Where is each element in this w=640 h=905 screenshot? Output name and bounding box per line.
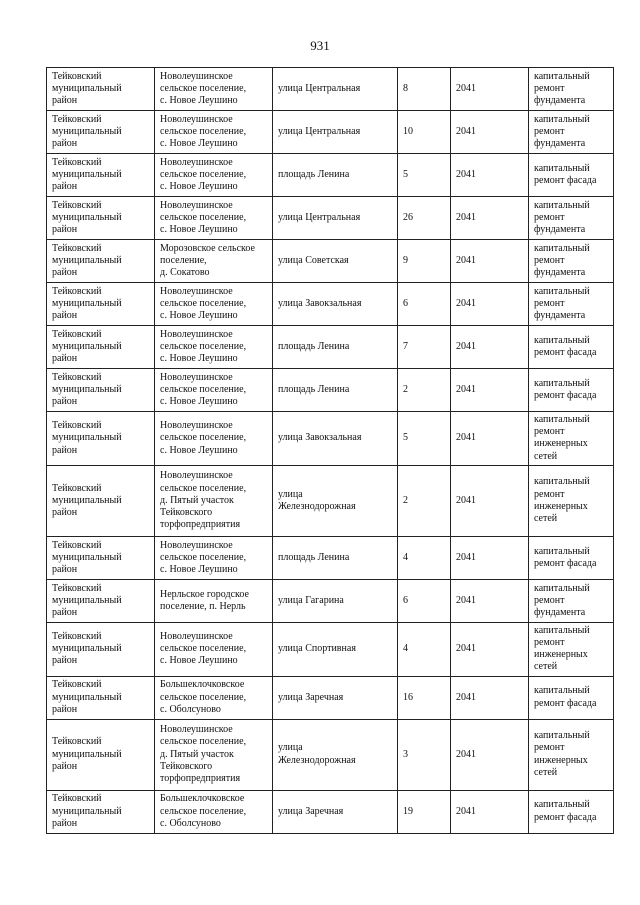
settlement-cell: Новолеушинское сельское поселение, д. Пятый участок Тейковского торфопредприятия [155, 465, 273, 536]
work-type-cell: капитальный ремонт фасада [529, 326, 614, 369]
table-row [47, 676, 614, 719]
table-row [47, 465, 614, 536]
settlement-cell: Морозовское сельское поселение, д. Сокатово [155, 240, 273, 283]
work-type-cell: капитальный ремонт фундамента [529, 240, 614, 283]
settlement-cell: Новолеушинское сельское поселение, с. Новое Леушино [155, 111, 273, 154]
table-body [47, 68, 614, 834]
district-cell: Тейковский муниципальный район [47, 240, 155, 283]
street-cell: улица Завокзальная [273, 412, 398, 466]
year-cell: 2041 [451, 240, 529, 283]
work-type-cell: капитальный ремонт инженерных сетей [529, 465, 614, 536]
street-cell: площадь Ленина [273, 369, 398, 412]
settlement-cell: Новолеушинское сельское поселение, с. Новое Леушино [155, 197, 273, 240]
house-number-cell: 5 [398, 412, 451, 466]
district-cell: Тейковский муниципальный район [47, 622, 155, 676]
work-type-cell: капитальный ремонт фасада [529, 369, 614, 412]
year-cell: 2041 [451, 536, 529, 579]
settlement-cell: Новолеушинское сельское поселение, с. Новое Леушино [155, 68, 273, 111]
settlement-cell: Новолеушинское сельское поселение, с. Новое Леушино [155, 154, 273, 197]
table-row [47, 579, 614, 622]
year-cell: 2041 [451, 111, 529, 154]
year-cell: 2041 [451, 622, 529, 676]
year-cell: 2041 [451, 579, 529, 622]
year-cell: 2041 [451, 412, 529, 466]
house-number-cell: 26 [398, 197, 451, 240]
district-cell: Тейковский муниципальный район [47, 536, 155, 579]
house-number-cell: 7 [398, 326, 451, 369]
repair-schedule-table [46, 67, 614, 834]
work-type-cell: капитальный ремонт фасада [529, 536, 614, 579]
street-cell: площадь Ленина [273, 154, 398, 197]
work-type-cell: капитальный ремонт фасада [529, 154, 614, 197]
house-number-cell: 2 [398, 465, 451, 536]
street-cell: улица Центральная [273, 197, 398, 240]
street-cell: улица Советская [273, 240, 398, 283]
district-cell: Тейковский муниципальный район [47, 111, 155, 154]
house-number-cell: 8 [398, 68, 451, 111]
house-number-cell: 9 [398, 240, 451, 283]
table-row [47, 719, 614, 790]
street-cell: улица Заречная [273, 790, 398, 833]
street-cell: улица Железнодорожная [273, 465, 398, 536]
work-type-cell: капитальный ремонт фасада [529, 676, 614, 719]
settlement-cell: Нерльское городское поселение, п. Нерль [155, 579, 273, 622]
work-type-cell: капитальный ремонт фундамента [529, 283, 614, 326]
street-cell: улица Завокзальная [273, 283, 398, 326]
house-number-cell: 5 [398, 154, 451, 197]
work-type-cell: капитальный ремонт инженерных сетей [529, 412, 614, 466]
street-cell: улица Центральная [273, 68, 398, 111]
district-cell: Тейковский муниципальный район [47, 68, 155, 111]
table-row [47, 154, 614, 197]
year-cell: 2041 [451, 68, 529, 111]
street-cell: улица Гагарина [273, 579, 398, 622]
street-cell: площадь Ленина [273, 536, 398, 579]
district-cell: Тейковский муниципальный район [47, 412, 155, 466]
table-row [47, 326, 614, 369]
district-cell: Тейковский муниципальный район [47, 465, 155, 536]
house-number-cell: 6 [398, 283, 451, 326]
settlement-cell: Новолеушинское сельское поселение, д. Пятый участок Тейковского торфопредприятия [155, 719, 273, 790]
house-number-cell: 10 [398, 111, 451, 154]
settlement-cell: Новолеушинское сельское поселение, с. Новое Леушино [155, 536, 273, 579]
year-cell: 2041 [451, 676, 529, 719]
page-number: 931 [310, 38, 330, 53]
settlement-cell: Новолеушинское сельское поселение, с. Новое Леушино [155, 622, 273, 676]
district-cell: Тейковский муниципальный район [47, 719, 155, 790]
year-cell: 2041 [451, 154, 529, 197]
work-type-cell: капитальный ремонт инженерных сетей [529, 719, 614, 790]
street-cell: площадь Ленина [273, 326, 398, 369]
year-cell: 2041 [451, 369, 529, 412]
year-cell: 2041 [451, 283, 529, 326]
settlement-cell: Новолеушинское сельское поселение, с. Новое Леушино [155, 326, 273, 369]
table-row [47, 240, 614, 283]
house-number-cell: 19 [398, 790, 451, 833]
work-type-cell: капитальный ремонт фасада [529, 790, 614, 833]
settlement-cell: Новолеушинское сельское поселение, с. Новое Леушино [155, 283, 273, 326]
year-cell: 2041 [451, 197, 529, 240]
district-cell: Тейковский муниципальный район [47, 790, 155, 833]
house-number-cell: 6 [398, 579, 451, 622]
table-row [47, 197, 614, 240]
settlement-cell: Большеклочковское сельское поселение, с. Оболсуново [155, 790, 273, 833]
year-cell: 2041 [451, 465, 529, 536]
district-cell: Тейковский муниципальный район [47, 154, 155, 197]
table-row [47, 111, 614, 154]
work-type-cell: капитальный ремонт фундамента [529, 111, 614, 154]
year-cell: 2041 [451, 326, 529, 369]
work-type-cell: капитальный ремонт инженерных сетей [529, 622, 614, 676]
district-cell: Тейковский муниципальный район [47, 369, 155, 412]
settlement-cell: Новолеушинское сельское поселение, с. Новое Леушино [155, 369, 273, 412]
street-cell: улица Заречная [273, 676, 398, 719]
year-cell: 2041 [451, 790, 529, 833]
street-cell: улица Железнодорожная [273, 719, 398, 790]
house-number-cell: 16 [398, 676, 451, 719]
work-type-cell: капитальный ремонт фундамента [529, 197, 614, 240]
settlement-cell: Большеклочковское сельское поселение, с. Оболсуново [155, 676, 273, 719]
work-type-cell: капитальный ремонт фундамента [529, 579, 614, 622]
year-cell: 2041 [451, 719, 529, 790]
district-cell: Тейковский муниципальный район [47, 283, 155, 326]
table-row [47, 283, 614, 326]
settlement-cell: Новолеушинское сельское поселение, с. Новое Леушино [155, 412, 273, 466]
street-cell: улица Спортивная [273, 622, 398, 676]
house-number-cell: 4 [398, 536, 451, 579]
district-cell: Тейковский муниципальный район [47, 326, 155, 369]
table-row [47, 622, 614, 676]
house-number-cell: 4 [398, 622, 451, 676]
house-number-cell: 2 [398, 369, 451, 412]
table-row [47, 412, 614, 466]
table-row [47, 369, 614, 412]
table-row [47, 68, 614, 111]
table-row [47, 790, 614, 833]
street-cell: улица Центральная [273, 111, 398, 154]
district-cell: Тейковский муниципальный район [47, 197, 155, 240]
house-number-cell: 3 [398, 719, 451, 790]
district-cell: Тейковский муниципальный район [47, 676, 155, 719]
district-cell: Тейковский муниципальный район [47, 579, 155, 622]
work-type-cell: капитальный ремонт фундамента [529, 68, 614, 111]
table-row [47, 536, 614, 579]
